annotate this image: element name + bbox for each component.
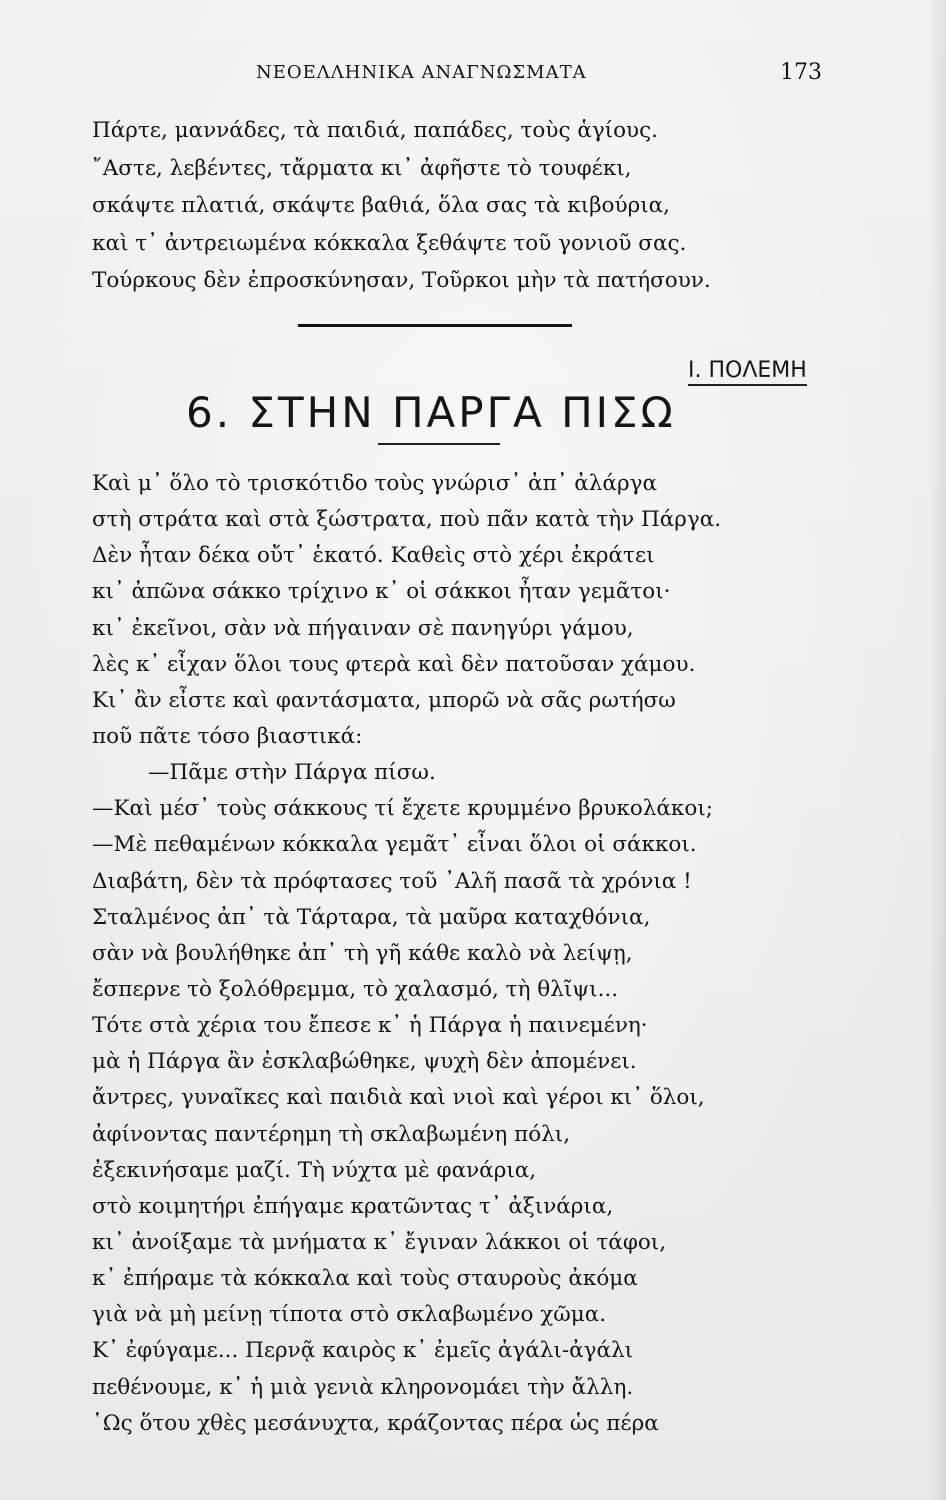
verse-line: Τότε στὰ χέρια του ἔπεσε κ᾽ ἡ Πάργα ἡ παινεμένη· <box>92 1013 648 1039</box>
section-divider <box>298 324 572 327</box>
verse-line: —Μὲ πεθαμένων κόκκαλα γεμᾶτ᾽ εἶναι ὅλοι οἱ σάκκοι. <box>92 832 697 858</box>
verse-line: μὰ ἡ Πάργα ἂν ἐσκλαβώθηκε, ψυχὴ δὲν ἀπομένει. <box>92 1049 637 1075</box>
verse-line: γιὰ νὰ μὴ μείνῃ τίποτα στὸ σκλαβωμένο χῶμα. <box>92 1302 607 1328</box>
verse-line: ῎Αστε, λεβέντες, τἄρματα κι᾽ ἀφῆστε τὸ τουφέκι, <box>92 155 632 181</box>
verse-line: πεθένουμε, κ᾽ ἡ μιὰ γενιὰ κληρονομάει τὴν ἄλλη. <box>92 1374 634 1400</box>
verse-line: ποῦ πᾶτε τόσο βιαστικά: <box>92 723 363 749</box>
verse-line: κι᾽ ἀνοίξαμε τὰ μνήματα κ᾽ ἔγιναν λάκκοι οἱ τάφοι, <box>92 1229 667 1255</box>
verse-line: ἐξεκινήσαμε μαζί. Τὴ νύχτα μὲ φανάρια, <box>92 1157 537 1183</box>
page-number: 173 <box>780 60 822 85</box>
page-header <box>0 60 946 90</box>
poem-author: Ι. ΠΟΛΕΜΗ <box>688 358 807 386</box>
verse-line: —Πᾶμε στὴν Πάργα πίσω. <box>148 760 436 786</box>
verse-line: Τούρκους δὲν ἐπροσκύνησαν, Τοῦρκοι μὴν τὰ πατήσουν. <box>92 268 711 293</box>
verse-line: στὸ κοιμητήρι ἐπήγαμε κρατῶντας τ᾽ ἀξινάρια, <box>92 1193 614 1219</box>
verse-line: ῾Ως ὅτου χθὲς μεσάνυχτα, κράζοντας πέρα ὡς πέρα <box>92 1410 659 1436</box>
verse-line: κι᾽ ἐκεῖνοι, σὰν νὰ πήγαιναν σὲ πανηγύρι γάμου, <box>92 615 634 641</box>
verse-line: Πάρτε, μαννάδες, τὰ παιδιά, παπάδες, τοὺς ἁγίους. <box>92 118 659 143</box>
verse-line: ἀφίνοντας παντέρημη τὴ σκλαβωμένη πόλι, <box>92 1121 571 1147</box>
verse-line: σὰν νὰ βουλήθηκε ἀπ᾽ τὴ γῆ κάθε καλὸ νὰ λείψῃ, <box>92 940 633 966</box>
previous-poem-ending <box>92 112 832 300</box>
verse-line: Καὶ μ᾽ ὅλο τὸ τρισκότιδο τοὺς γνώρισ᾽ ἀπ᾽ ἀλάργα <box>92 471 657 496</box>
verse-line: κ᾽ ἐπήραμε τὰ κόκκαλα καὶ τοὺς σταυροὺς ἀκόμα <box>92 1266 638 1292</box>
verse-line: καὶ τ᾽ ἀντρειωμένα κόκκαλα ξεθάψτε τοῦ γονιοῦ σας. <box>92 230 687 256</box>
page-edge-shadow <box>928 0 946 1500</box>
verse-line: σκάψτε πλατιά, σκάψτε βαθιά, ὅλα σας τὰ κιβούρια, <box>92 193 670 218</box>
verse-line: κι᾽ ἀπῶνα σάκκο τρίχινο κ᾽ οἱ σάκκοι ἦταν γεμᾶτοι· <box>92 579 671 605</box>
verse-line: ἔσπερνε τὸ ξολόθρεμμα, τὸ χαλασμό, τὴ θλῖψι... <box>92 976 619 1002</box>
verse-line: —Καὶ μέσ᾽ τοὺς σάκκους τί ἔχετε κρυμμένο βρυκολάκοι; <box>92 796 713 822</box>
verse-line: λὲς κ᾽ εἶχαν ὅλοι τους φτερὰ καὶ δὲν πατοῦσαν χάμου. <box>92 651 696 677</box>
verse-line: στὴ στράτα καὶ στὰ ξώστρατα, ποὺ πᾶν κατὰ τὴν Πάργα. <box>92 507 722 533</box>
verse-line: Σταλμένος ἀπ᾽ τὰ Τάρταρα, τὰ μαῦρα καταχθόνια, <box>92 904 651 930</box>
poem-body <box>92 466 852 1442</box>
verse-line: Κ᾽ ἐφύγαμε... Περνᾷ καιρὸς κ᾽ ἐμεῖς ἀγάλι-ἀγάλι <box>92 1338 634 1364</box>
verse-line: Κι᾽ ἂν εἶστε καὶ φαντάσματα, μπορῶ νὰ σᾶς ρωτήσω <box>92 687 676 713</box>
running-title: ΝΕΟΕΛΛΗΝΙΚΑ ΑΝΑΓΝΩΣΜΑΤΑ <box>256 62 587 83</box>
verse-line: ἄντρες, γυναῖκες καὶ παιδιὰ καὶ νιοὶ καὶ γέροι κι᾽ ὅλοι, <box>92 1085 705 1111</box>
verse-line: Διαβάτη, δὲν τὰ πρόφτασες τοῦ ᾽Αλῆ πασᾶ τὰ χρόνια ! <box>92 868 692 894</box>
title-underline <box>378 443 500 445</box>
verse-line: Δὲν ἦταν δέκα οὔτ᾽ ἑκατό. Καθεὶς στὸ χέρι ἐκράτει <box>92 543 655 569</box>
poem-title: 6. ΣΤΗΝ ΠΑΡΓΑ ΠΙΣΩ <box>186 388 676 437</box>
